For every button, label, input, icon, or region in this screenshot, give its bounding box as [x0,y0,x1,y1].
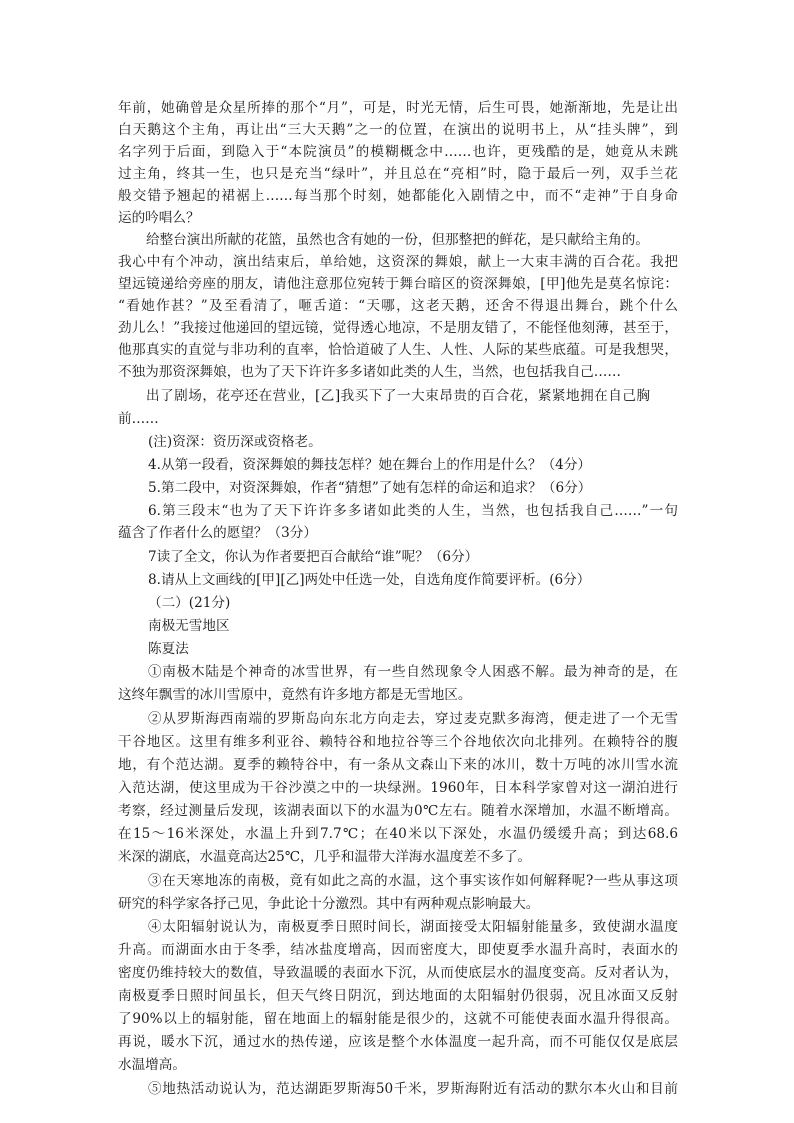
text-line: 前…… [118,411,159,427]
text-line: 水温增高。 [118,1057,186,1073]
paragraph-first-line: ⑤地热活动说认为，范达湖距罗斯海50千米，罗斯海附近有活动的默尔本火山和目前 [148,1081,678,1097]
text-line: 名字列于后面，到隐入于“本院演员”的模糊概念中……也许，更残酷的是，她竟从未跳 [118,144,678,160]
article-author: 陈夏法 [148,641,189,657]
paragraph-first-line: ①南极木陆是个神奇的冰雪世界，有一些自然现象令人困惑不解。最为神奇的是，在 [148,664,678,680]
section-heading: （二）(21分) [148,595,231,611]
text-line: 运的吟唱么？ [118,210,200,226]
text-line: 密度仍维持较大的数值，导致温暖的表面水下沉，从而使底层水的温度变高。反对者认为， [118,965,678,981]
question-5: 5.第二段中，对资深舞娘，作者“猜想”了她有怎样的命运和追求？（6分） [148,480,592,496]
text-line: 南极夏季日照时间虽长，但天气终日阴沉，到达地面的太阳辐射仍很弱，况且冰面又反射 [118,988,678,1004]
text-line: 研究的科学家各抒己见，争此论十分激烈。其中有两种观点影响最大。 [118,896,540,912]
text-line: 这终年飘雪的冰川雪原中，竟然有许多地方都是无雪地区。 [118,687,472,703]
paragraph-first-line: 给整台演出所献的花篮，虽然也含有她的一份，但那整把的鲜花，是只献给主角的。 [146,232,649,248]
paragraph-first-line: ④太阳辐射说认为，南极夏季日照时间长，湖面接受太阳辐射能量多，致使湖水温度 [148,919,678,935]
text-line: 般交错予翘起的裙裾上……每当那个时刻，她都能化入剧情之中，而不“走神”于自身命 [118,188,678,204]
text-line: 米深的湖底，水温竟高达25℃，几乎和温带大洋海水温度差不多了。 [118,849,532,865]
article-title: 南极无雪地区 [148,618,230,634]
text-line: 蕴含了作者什么的愿望？（3分） [118,525,317,541]
question-6: 6.第三段末“也为了天下许许多多诸如此类的人生，当然，也包括我自己……”一句 [148,503,678,519]
text-line: 考察，经过测量后发现，该湖表面以下的水温为0℃左右。随着水深增加，水温不断增高。 [118,803,678,819]
text-line: 干谷地区。这里有维多利亚谷、赖特谷和地拉谷等三个谷地依次向北排列。在赖特谷的腹 [118,734,678,750]
text-line: 在15～16米深处，水温上升到7.7℃；在40米以下深处，水温仍缓缓升高；到达68.6 [118,826,678,842]
question-7: 7读了全文，你认为作者要把百合献给“谁”呢？（6分） [148,549,479,565]
text-line: “看她作甚？”及至看清了，咂舌道：“天哪，这老天鹅，还舍不得退出舞台，跳个什么 [118,298,678,314]
paragraph-first-line: 出了剧场，花亭还在营业，[乙]我买下了一大束昂贵的百合花，紧紧地拥在自己胸 [146,388,650,404]
text-line: 我心中有个冲动，演出结束后，单给她，这资深的舞娘，献上一大束丰满的百合花。我把 [118,254,678,270]
text-line: 他那真实的直觉与非功利的直率，恰恰道破了人生、人性、人际的某些底蕴。可是我想哭， [118,342,678,358]
text-line: 再说，暖水下沉，通过水的热传递，应该是整个水体温度一起升高，而不可能仅仅是底层 [118,1034,678,1050]
text-line: 升高。而湖面水由于冬季，结冰盐度增高，因而密度大，即使夏季水温升高时，表面水的 [118,942,678,958]
text-line: 年前，她确曾是众星所捧的那个“月”，可是，时光无情，后生可畏，她渐渐地，先是让出 [118,100,678,116]
text-line: 过主角，终其一生，也只是充当“绿叶”，并且总在“亮相”时，隐于最后一列，双手兰花 [118,166,678,182]
paragraph-first-line: ③在天寒地冻的南极，竟有如此之高的水温，这个事实该作如何解释呢?一些从事这项 [148,873,678,889]
paragraph-first-line: ②从罗斯海西南端的罗斯岛向东北方向走去，穿过麦克默多海湾，便走进了一个无雪 [148,711,678,727]
text-line: 白天鹅这个主角，再让出“三大天鹅”之一的位置，在演出的说明书上，从“挂头牌”，到 [118,122,678,138]
text-line: 望远镜递给旁座的朋友，请他注意那位宛转于舞台暗区的资深舞娘，[甲]他先是莫名惊诧： [118,276,678,292]
text-line: 地，有个范达湖。夏季的赖特谷中，有一条从文森山下来的冰川，数十万吨的冰川雪水流 [118,757,678,773]
annotation-note: (注)资深：资历深或资格老。 [148,434,322,450]
text-line: 了90%以上的辐射能，留在地面上的辐射能是很少的，这就不可能使表面水温升得很高。 [118,1011,678,1027]
question-8: 8.请从上文画线的[甲][乙]两处中任选一处，自选角度作简要评析。(6分） [148,572,591,588]
text-line: 劲儿么！”我接过他递回的望远镜，觉得透心地凉，不是朋友错了，不能怪他刻薄，甚至于， [118,320,678,336]
text-line: 不独为那资深舞娘，也为了天下许许多多诸如此类的人生，当然，也包括我自己…… [118,364,621,380]
question-4: 4.从第一段看，资深舞娘的舞技怎样？她在舞台上的作用是什么？（4分） [148,457,592,473]
text-line: 入范达湖，使这里成为干谷沙漠之中的一块绿洲。1960年，日本科学家曾对这一湖泊进行 [118,780,678,796]
